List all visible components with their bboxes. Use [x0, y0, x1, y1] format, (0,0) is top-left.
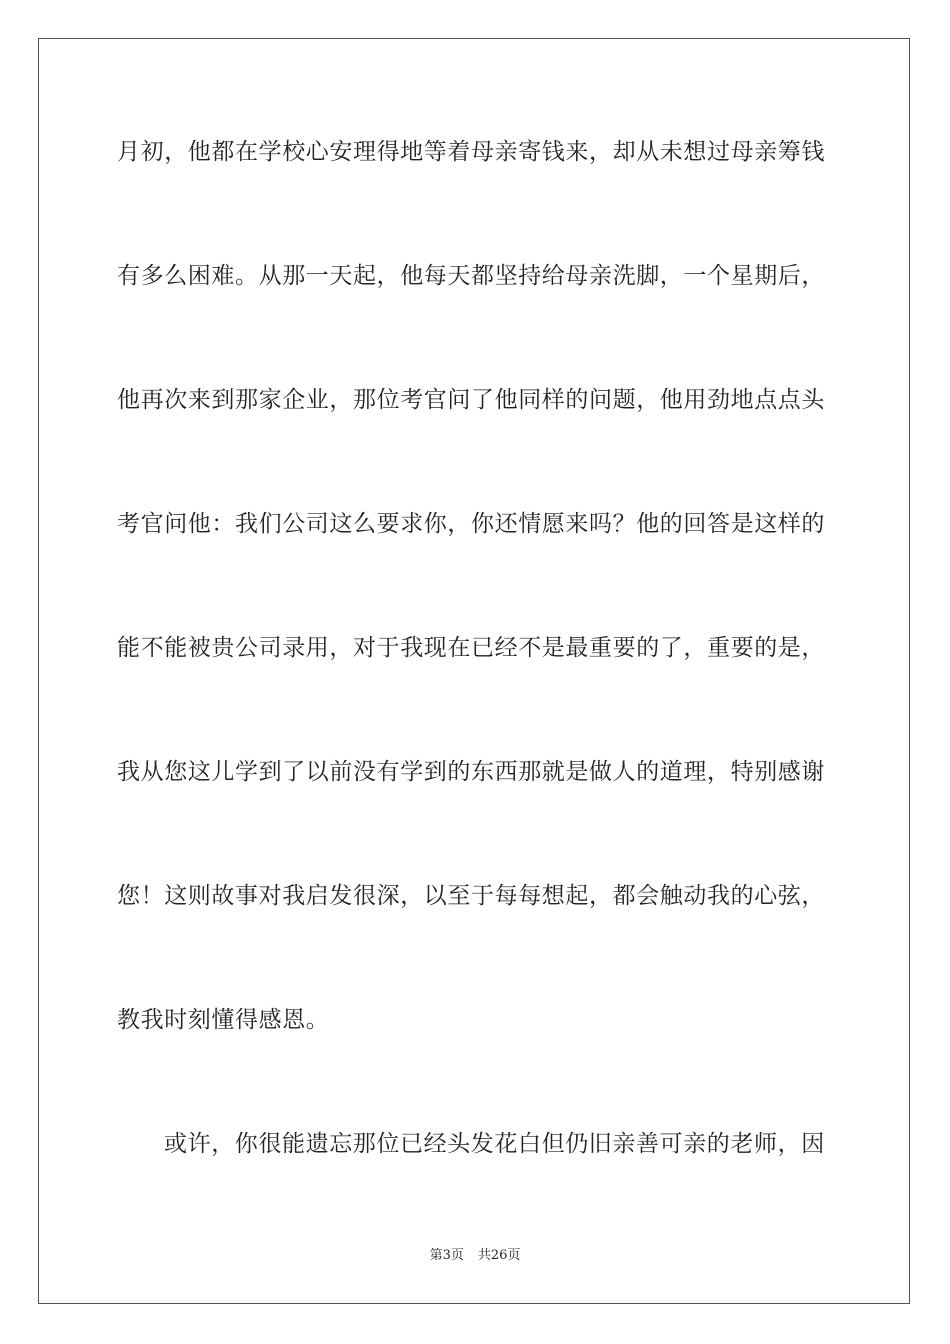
body-text-line: 您！这则故事对我启发很深，以至于每每想起，都会触动我的心弦， — [117, 883, 825, 909]
body-text-line: 我从您这儿学到了以前没有学到的东西那就是做人的道理，特别感谢 — [117, 759, 825, 785]
body-text-line: 他再次来到那家企业，那位考官问了他同样的问题，他用劲地点点头 — [117, 387, 825, 413]
body-text-line: 能不能被贵公司录用，对于我现在已经不是最重要的了，重要的是， — [117, 635, 825, 661]
body-text-line: 教我时刻懂得感恩。 — [117, 1007, 330, 1033]
page-border — [38, 38, 910, 1304]
body-text-line: 月初，他都在学校心安理得地等着母亲寄钱来，却从未想过母亲筹钱 — [117, 139, 825, 165]
body-text-line: 考官问他：我们公司这么要求你，你还情愿来吗？他的回答是这样的 — [117, 511, 825, 537]
page-number: 第3页 — [429, 1248, 464, 1263]
body-text-line: 有多么困难。从那一天起，他每天都坚持给母亲洗脚，一个星期后， — [117, 263, 825, 289]
page-total: 共26页 — [477, 1248, 521, 1263]
page-footer — [0, 1247, 950, 1265]
paragraph-first-line: 或许，你很能遗忘那位已经头发花白但仍旧亲善可亲的老师，因 — [164, 1131, 825, 1157]
